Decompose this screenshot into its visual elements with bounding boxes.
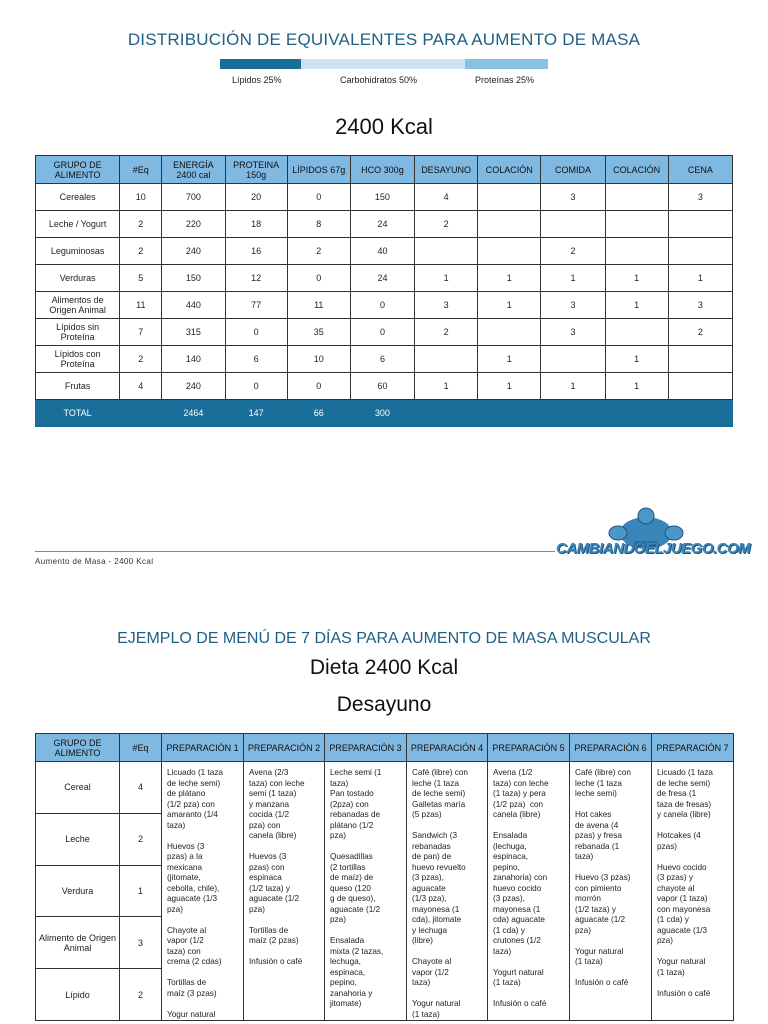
table-cell: 1 — [541, 265, 605, 292]
table-cell: 0 — [225, 373, 287, 400]
preparation-cell: Licuado (1 taza de leche semi) de fresa (1 taza de fresas) y canela (libre) Hotcakes (4 pzas) Huevo cocido (3 pzas) y chayote al vapor (1 taza) con mayonesa (1 cda) y aguacate (1/3 pza) Yogur natural (1 taza) Infusión o café — [652, 762, 734, 1021]
table-cell: 700 — [162, 184, 225, 211]
table-cell — [668, 346, 732, 373]
total-row — [36, 400, 733, 427]
table-cell: 77 — [225, 292, 287, 319]
column-header: COLACIÓN — [605, 156, 668, 184]
total-cell: 300 — [350, 400, 414, 427]
table-cell: 1 — [478, 373, 541, 400]
table-cell: 2 — [120, 238, 162, 265]
food-group-cell: Lípidos sin Proteína — [36, 319, 120, 346]
column-header: PREPARACIÓN 6 — [570, 734, 652, 762]
logo-text: CAMBIANDOELJUEGO.COM — [556, 540, 751, 557]
page-footer: Aumento de Masa - 2400 Kcal — [35, 557, 154, 566]
total-cell: 147 — [225, 400, 287, 427]
table-row — [36, 346, 733, 373]
food-group-cell: Cereal — [36, 762, 120, 814]
table-cell: 18 — [225, 211, 287, 238]
table-cell: 1 — [478, 346, 541, 373]
preparation-cell: Leche semi (1 taza) Pan tostado (2pza) con rebanadas de plátano (1/2 pza) Quesadillas (2 tortillas de maíz) de queso (120 g de queso), aguacate (1/2 pza) Ensalada mixta (2 tazas, lechuga, espinaca, pepino, zanahoria y jitomate) — [325, 762, 407, 1021]
table-cell: 0 — [287, 184, 350, 211]
table-cell: 1 — [478, 265, 541, 292]
column-header: COMIDA — [541, 156, 605, 184]
table-cell: 0 — [287, 373, 350, 400]
table-cell: 3 — [541, 184, 605, 211]
table-cell: 16 — [225, 238, 287, 265]
total-cell — [120, 400, 162, 427]
total-cell: TOTAL — [36, 400, 120, 427]
table-cell — [605, 238, 668, 265]
preparation-cell: Café (libre) con leche (1 taza leche semi) Hot cakes de avena (4 pzas) y fresa rebanada (1 taza) Huevo (3 pzas) con pimiento morrón (1/2 taza) y aguacate (1/2 pza) Yogur natural (1 taza) Infusión o café — [570, 762, 652, 1021]
table-cell: 140 — [162, 346, 225, 373]
food-group-cell: Leche — [36, 813, 120, 865]
column-header: PREPARACIÓN 4 — [407, 734, 488, 762]
column-header: CENA — [668, 156, 732, 184]
total-cell: 2464 — [162, 400, 225, 427]
column-header: ENERGÍA 2400 cal — [162, 156, 225, 184]
equivalents-cell: 2 — [120, 813, 162, 865]
column-header: DESAYUNO — [415, 156, 478, 184]
table-cell: 150 — [350, 184, 414, 211]
macro-distribution-bar — [220, 59, 548, 69]
proteinas-segment — [465, 59, 548, 69]
table-cell: 3 — [668, 292, 732, 319]
proteinas-label: Proteínas 25% — [475, 75, 535, 85]
table-cell: 4 — [415, 184, 478, 211]
table-row — [36, 292, 733, 319]
table-cell: 2 — [415, 319, 478, 346]
table-cell: 1 — [415, 373, 478, 400]
menu-title: EJEMPLO DE MENÚ DE 7 DÍAS PARA AUMENTO DE MASA MUSCULAR — [117, 630, 651, 647]
column-header: LÍPIDOS 67g — [287, 156, 350, 184]
table-cell: 2 — [668, 319, 732, 346]
table-cell — [541, 211, 605, 238]
equivalents-cell: 1 — [120, 865, 162, 917]
table-cell: 2 — [120, 346, 162, 373]
column-header: PREPARACIÓN 2 — [244, 734, 325, 762]
kcal-title: 2400 Kcal — [335, 114, 433, 139]
total-cell — [541, 400, 605, 427]
table-cell: 1 — [605, 346, 668, 373]
table-row — [36, 373, 733, 400]
table-cell: 1 — [415, 265, 478, 292]
equivalents-cell: 2 — [120, 969, 162, 1021]
preparation-cell: Café (libre) con leche (1 taza de leche semi) Galletas maría (5 pzas) Sandwich (3 rebanadas de pan) de huevo revuelto (3 pzas), aguacate (1/3 pza), mayonesa (1 cda), jitomate y lechuga (libre) Chayote al vapor (1/2 taza) Yogur natural (1 taza) — [407, 762, 488, 1021]
food-group-cell: Lípidos con Proteína — [36, 346, 120, 373]
table-row — [36, 238, 733, 265]
food-group-cell: Alimentos de Origen Animal — [36, 292, 120, 319]
table-cell: 220 — [162, 211, 225, 238]
meal-title: Desayuno — [336, 693, 432, 716]
preparation-cell: Avena (2/3 taza) con leche semi (1 taza) y manzana cocida (1/2 pza) con canela (libre) Huevos (3 pzas) con espinaca (1/2 taza) y aguacate (1/2 pza) Tortillas de maíz (2 pzas) Infusión o café — [244, 762, 325, 1021]
table-cell: 12 — [225, 265, 287, 292]
footer-divider — [35, 551, 555, 552]
table-cell: 0 — [350, 319, 414, 346]
preparation-cell: Avena (1/2 taza) con leche (1 taza) y pera (1/2 pza) con canela (libre) Ensalada (lechuga, espinaca, pepino, zanahoria) con huevo cocido (3 pzas), mayonesa (1 cda) aguacate (1 cda) y crutones (1/2 taza) Yogurt natural (1 taza) Infusión o café — [488, 762, 570, 1021]
food-group-cell: Frutas — [36, 373, 120, 400]
table-cell: 0 — [225, 319, 287, 346]
lipidos-segment — [220, 59, 301, 69]
distribution-title: DISTRIBUCIÓN DE EQUIVALENTES PARA AUMENTO DE MASA — [127, 30, 641, 49]
carbohidratos-label: Carbohidratos 50% — [340, 75, 418, 85]
table-cell: 24 — [350, 265, 414, 292]
table-cell: 150 — [162, 265, 225, 292]
food-group-cell: Cereales — [36, 184, 120, 211]
food-group-cell: Alimento de Origen Animal — [36, 917, 120, 969]
table-row — [36, 184, 733, 211]
table-header-row — [36, 734, 734, 762]
preparation-cell: Licuado (1 taza de leche semi) de plátano (1/2 pza) con amaranto (1/4 taza) Huevos (3 pzas) a la mexicana (jitomate, cebolla, chile), aguacate (1/3 pza) Chayote al vapor (1/2 taza) con crema (2 cdas) Tortillas de maíz (3 pzas) Yogur natural — [162, 762, 244, 1021]
column-header: PREPARACIÓN 5 — [488, 734, 570, 762]
food-group-cell: Leguminosas — [36, 238, 120, 265]
table-cell: 240 — [162, 373, 225, 400]
table-cell: 7 — [120, 319, 162, 346]
table-cell: 2 — [541, 238, 605, 265]
column-header: GRUPO DE ALIMENTO — [36, 734, 120, 762]
table-cell: 24 — [350, 211, 414, 238]
table-cell — [605, 211, 668, 238]
table-cell — [541, 346, 605, 373]
table-row — [36, 319, 733, 346]
table-cell: 1 — [605, 292, 668, 319]
table-cell: 35 — [287, 319, 350, 346]
table-cell — [605, 319, 668, 346]
total-cell — [605, 400, 668, 427]
table-cell: 3 — [415, 292, 478, 319]
table-cell — [478, 238, 541, 265]
table-cell: 1 — [478, 292, 541, 319]
total-cell — [415, 400, 478, 427]
equivalents-table — [35, 155, 733, 427]
table-cell — [668, 211, 732, 238]
table-cell: 0 — [287, 265, 350, 292]
table-header-row — [36, 156, 733, 184]
column-header: PREPARACIÓN 3 — [325, 734, 407, 762]
table-row — [36, 265, 733, 292]
table-cell: 1 — [605, 265, 668, 292]
equivalents-cell: 3 — [120, 917, 162, 969]
table-cell — [668, 238, 732, 265]
table-row — [36, 762, 734, 814]
table-cell: 10 — [287, 346, 350, 373]
table-cell: 60 — [350, 373, 414, 400]
diet-subtitle: Dieta 2400 Kcal — [309, 656, 459, 679]
macro-distribution-labels — [220, 75, 548, 87]
table-cell: 5 — [120, 265, 162, 292]
table-cell — [668, 373, 732, 400]
table-cell: 3 — [541, 292, 605, 319]
total-cell — [478, 400, 541, 427]
food-group-cell: Verdura — [36, 865, 120, 917]
table-cell: 40 — [350, 238, 414, 265]
column-header: COLACIÓN — [478, 156, 541, 184]
table-cell: 6 — [350, 346, 414, 373]
table-cell: 10 — [120, 184, 162, 211]
table-cell: 2 — [415, 211, 478, 238]
carbohidratos-segment — [301, 59, 465, 69]
table-cell: 2 — [287, 238, 350, 265]
breakfast-menu-table — [35, 733, 734, 1021]
table-cell — [478, 184, 541, 211]
table-cell: 2 — [120, 211, 162, 238]
table-cell — [415, 346, 478, 373]
table-cell — [415, 238, 478, 265]
food-group-cell: Verduras — [36, 265, 120, 292]
table-cell: 1 — [605, 373, 668, 400]
table-cell: 8 — [287, 211, 350, 238]
table-cell: 3 — [541, 319, 605, 346]
column-header: #Eq — [120, 734, 162, 762]
table-cell: 6 — [225, 346, 287, 373]
table-cell: 315 — [162, 319, 225, 346]
table-cell: 3 — [668, 184, 732, 211]
table-cell: 1 — [668, 265, 732, 292]
table-cell — [605, 184, 668, 211]
equivalents-cell: 4 — [120, 762, 162, 814]
column-header: PREPARACIÓN 1 — [162, 734, 244, 762]
column-header: GRUPO DE ALIMENTO — [36, 156, 120, 184]
column-header: HCO 300g — [350, 156, 414, 184]
column-header: PREPARACIÓN 7 — [652, 734, 734, 762]
table-cell: 1 — [541, 373, 605, 400]
table-cell — [478, 211, 541, 238]
table-cell: 0 — [350, 292, 414, 319]
column-header: PROTEINA 150g — [225, 156, 287, 184]
total-cell — [668, 400, 732, 427]
table-cell: 4 — [120, 373, 162, 400]
table-cell: 11 — [120, 292, 162, 319]
table-cell — [478, 319, 541, 346]
table-cell: 20 — [225, 184, 287, 211]
food-group-cell: Lípido — [36, 969, 120, 1021]
table-cell: 440 — [162, 292, 225, 319]
table-cell: 240 — [162, 238, 225, 265]
lipidos-label: Lípidos 25% — [232, 75, 282, 85]
total-cell: 66 — [287, 400, 350, 427]
food-group-cell: Leche / Yogurt — [36, 211, 120, 238]
table-cell: 11 — [287, 292, 350, 319]
table-row — [36, 211, 733, 238]
column-header: #Eq — [120, 156, 162, 184]
